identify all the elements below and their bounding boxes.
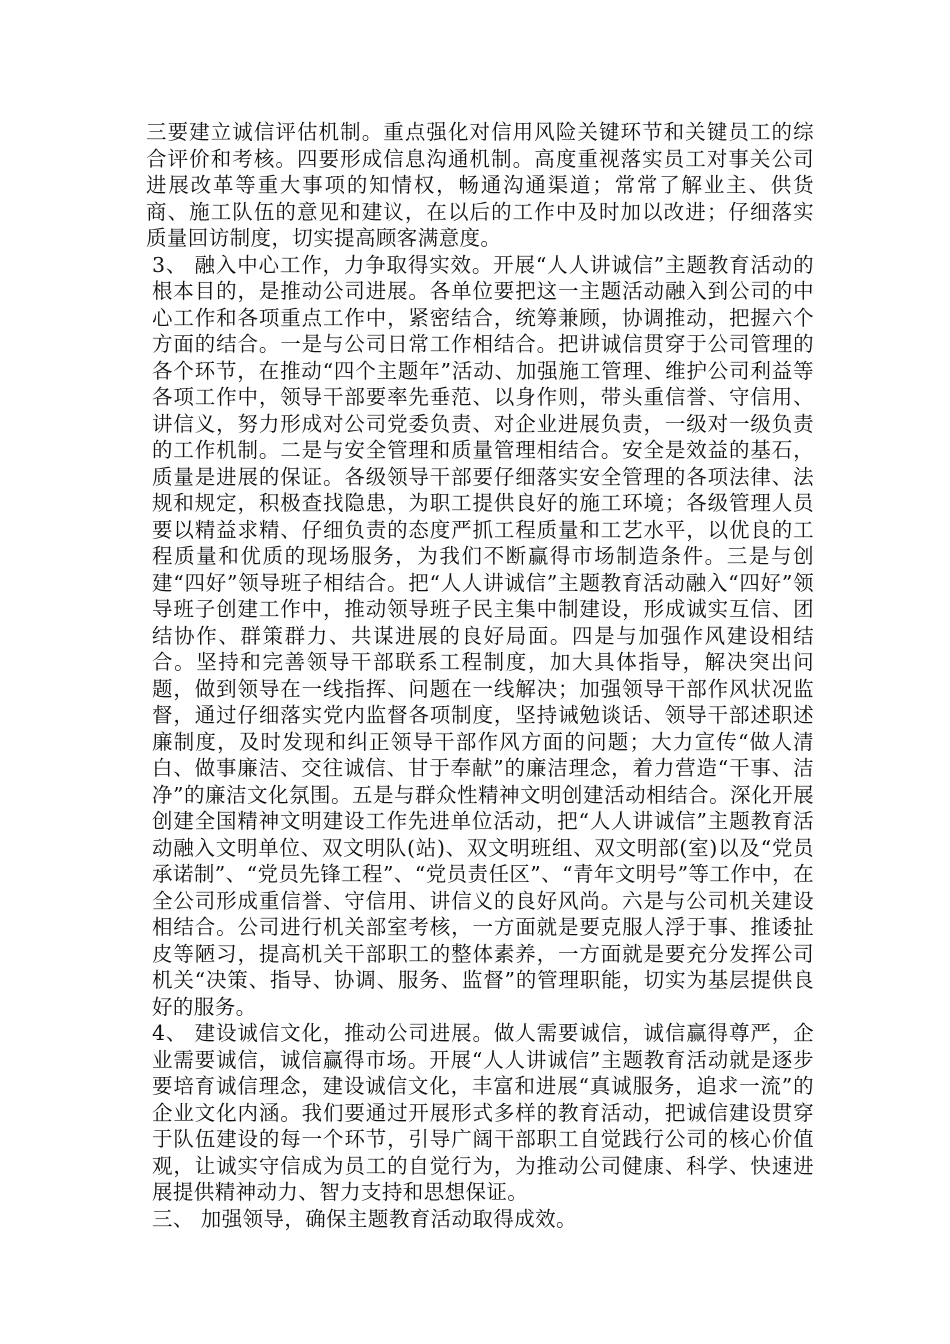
paragraph-heading-3: 三、 加强领导，确保主题教育活动取得成效。 [152, 1206, 577, 1231]
paragraph-section-3: 3、 融入中心工作，力争取得实效。开展“人人讲诚信”主题教育活动的根本目的，是推动公司进展。各单位要把这一主题活动融入到公司的中心工作和各项重点工作中，紧密结合，统筹兼顾，协调推动，把握六个方面的结合。一是与公司日常工作相结合。把讲诚信贯穿于公司管理的各个环节，在推动“四个主题年”活动、加强施工管理、维护公司利益等各项工作中，领导干部要率先垂范、以身作则，带头重信誉、守信用、讲信义，努力形成对公司党委负责、对企业进展负责，一级对一级负责的工作机制。二是与安全管理和质量管理相结合。安全是效益的基石，质量是进展的保证。各级领导干部要仔细落实安全管理的各项法律、法规和规定，积极查找隐患，为职工提供良好的施工环境；各级管理人员要以精益求精、仔细负责的态度严抓工程质量和工艺水平，以优良的工程质量和优质的现场服务，为我们不断赢得市场制造条件。三是与创建“四好”领导班子相结合。把“人人讲诚信”主题教育活动融入“四好”领导班子创建工作中，推动领导班子民主集中制建设，形成诚实互信、团结协作、群策群力、共谋进展的良好局面。四是与加强作风建设相结合。坚持和完善领导干部联系工程制度，加大具体指导，解决突出问题，做到领导在一线指挥、问题在一线解决；加强领导干部作风状况监督，通过仔细落实党内监督各项制度，坚持诫勉谈话、领导干部述职述廉制度，及时发现和纠正领导干部作风方面的问题；大力宣传“做人清白、做事廉洁、交往诚信、甘于奉献”的廉洁理念，着力营造“干事、洁净”的廉洁文化氛围。五是与群众性精神文明创建活动相结合。深化开展创建全国精神文明建设工作先进单位活动，把“人人讲诚信”主题教育活动融入文明单位、双文明队(站)、双文明班组、双文明部(室)以及“党员承诺制”、“党员先锋工程”、“党员责任区”、“青年文明号”等工作中，在全公司形成重信誉、守信用、讲信义的良好风尚。六是与公司机关建设相结合。公司进行机关部室考核，一方面就是要克服人浮于事、推诿扯皮等陋习，提高机关干部职工的整体素养，一方面就是要充分发挥公司机关“决策、指导、协调、服务、监督”的管理职能，切实为基层提供良好的服务。 [152, 252, 814, 1019]
document-body [146, 119, 814, 1232]
paragraph-section-4: 4、 建设诚信文化，推动公司进展。做人需要诚信，诚信赢得尊严，企业需要诚信，诚信赢得市场。开展“人人讲诚信”主题教育活动就是逐步要培育诚信理念，建设诚信文化，丰富和进展“真诚服务，追求一流”的企业文化内涵。我们要通过开展形式多样的教育活动，把诚信建设贯穿于队伍建设的每一个环节，引导广阔干部职工自觉践行公司的核心价值观，让诚实守信成为员工的自觉行为，为推动公司健康、科学、快速进展提供精神动力、智力支持和思想保证。 [152, 1021, 814, 1204]
paragraph-integrity-mechanisms: 三要建立诚信评估机制。重点强化对信用风险关键环节和关键员工的综合评价和考核。四要形成信息沟通机制。高度重视落实员工对事关公司进展改革等重大事项的知情权，畅通沟通渠道；常常了解业主、供货商、施工队伍的意见和建议，在以后的工作中及时加以改进；仔细落实质量回访制度，切实提高顾客满意度。 [146, 120, 814, 250]
